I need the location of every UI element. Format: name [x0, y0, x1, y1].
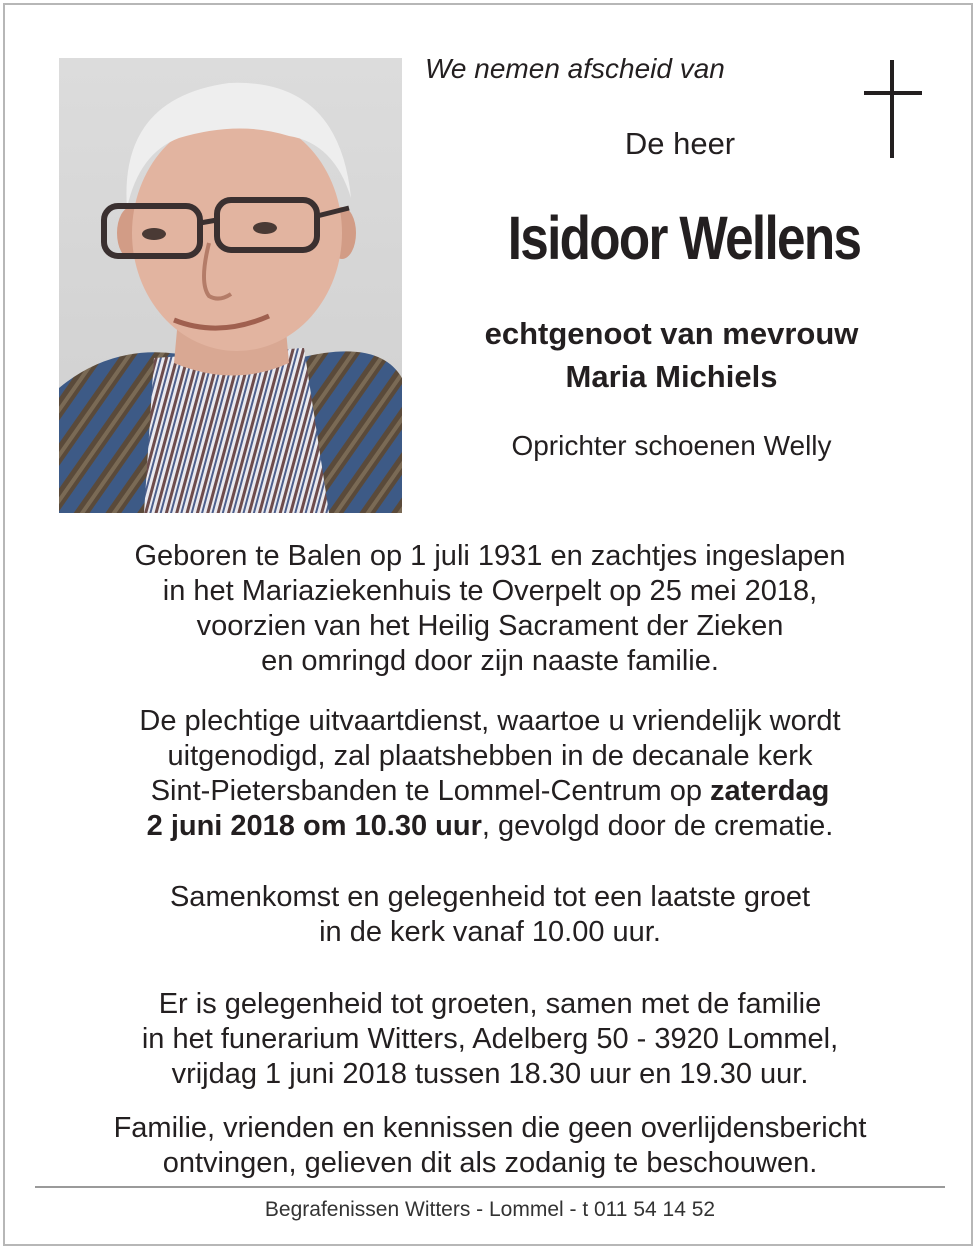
birth-line: voorzien van het Heilig Sacrament der Zieken — [196, 610, 784, 642]
service-line — [40, 809, 940, 844]
spouse-name: Maria Michiels — [565, 359, 778, 394]
salutation: De heer — [624, 126, 736, 161]
visitation-line: Er is gelegenheid tot groeten, samen met de familie — [158, 988, 822, 1020]
service-line: uitgenodigd, zal plaatshebben in de decanale kerk — [167, 740, 813, 772]
birth-line: Geboren te Balen op 1 juli 1931 en zachtjes ingeslapen — [134, 540, 846, 572]
service-cremation: , gevolgd door de crematie. — [481, 810, 834, 842]
birth-line: en omringd door zijn naaste familie. — [261, 645, 719, 677]
closing-paragraph — [40, 1111, 940, 1181]
service-line: De plechtige uitvaartdienst, waartoe u vriendelijk wordt — [139, 705, 841, 737]
birth-paragraph — [40, 539, 940, 679]
service-line — [40, 774, 940, 809]
visitation-paragraph — [40, 987, 940, 1092]
spouse-line-1: echtgenoot van mevrouw — [484, 316, 859, 351]
closing-line: ontvingen, gelieven dit als zodanig te beschouwen. — [162, 1147, 818, 1179]
spouse-block — [430, 312, 913, 398]
visitation-line: in het funerarium Witters, Adelberg 50 - 3920 Lommel, — [141, 1023, 839, 1055]
deceased-name: Isidoor Wellens — [507, 204, 861, 272]
portrait-photo — [59, 58, 402, 513]
footer-divider — [35, 1186, 945, 1188]
birth-line: in het Mariaziekenhuis te Overpelt op 25 mei 2018, — [162, 575, 818, 607]
gathering-line: Samenkomst en gelegenheid tot een laatste groet — [169, 881, 811, 913]
cross-icon — [862, 60, 924, 160]
closing-line: Familie, vrienden en kennissen die geen overlijdensbericht — [113, 1112, 867, 1144]
visitation-line: vrijdag 1 juni 2018 tussen 18.30 uur en 19.30 uur. — [171, 1058, 809, 1090]
footer-funeral-home: Begrafenissen Witters - Lommel - t 011 54 14 52 — [264, 1198, 716, 1221]
service-paragraph — [40, 704, 940, 844]
gathering-paragraph — [40, 880, 940, 950]
gathering-line: in de kerk vanaf 10.00 uur. — [319, 916, 661, 948]
service-location: Sint-Pietersbanden te Lommel-Centrum op — [150, 775, 711, 807]
service-date-time: 2 juni 2018 om 10.30 uur — [146, 810, 482, 842]
role-text: Oprichter schoenen Welly — [511, 430, 832, 461]
intro-text: We nemen afscheid van — [425, 53, 725, 84]
service-day: zaterdag — [710, 775, 830, 807]
